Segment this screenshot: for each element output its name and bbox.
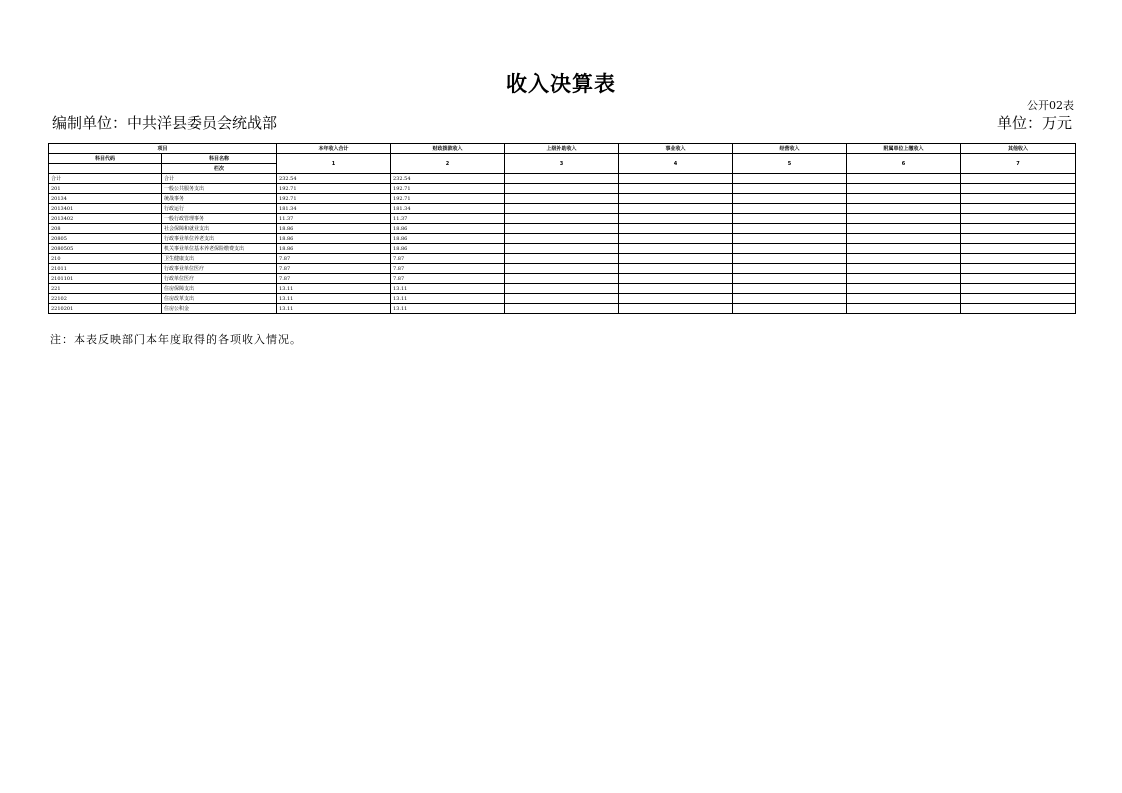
col-number: 6 bbox=[847, 154, 961, 174]
col-number: 7 bbox=[961, 154, 1076, 174]
table-row bbox=[49, 184, 1076, 194]
header-col-operating: 经营收入 bbox=[733, 144, 847, 154]
affiliated-income-cell bbox=[847, 254, 961, 264]
superior-income-cell bbox=[505, 294, 619, 304]
affiliated-income-cell bbox=[847, 284, 961, 294]
operating-income-cell bbox=[733, 284, 847, 294]
header-col-superior: 上级补助收入 bbox=[505, 144, 619, 154]
total-income-cell: 232.54 bbox=[277, 174, 391, 184]
fiscal-income-cell: 232.54 bbox=[391, 174, 505, 184]
subject-name-cell: 社会保障和就业支出 bbox=[162, 224, 277, 234]
header-project: 项目 bbox=[49, 144, 277, 154]
total-income-cell: 11.37 bbox=[277, 214, 391, 224]
subject-code-cell: 2013402 bbox=[49, 214, 162, 224]
superior-income-cell bbox=[505, 194, 619, 204]
subject-code-cell: 208 bbox=[49, 224, 162, 234]
subject-name-cell: 行政事业单位养老支出 bbox=[162, 234, 277, 244]
fiscal-income-cell: 13.11 bbox=[391, 304, 505, 314]
affiliated-income-cell bbox=[847, 224, 961, 234]
fiscal-income-cell: 18.86 bbox=[391, 244, 505, 254]
business-income-cell bbox=[619, 204, 733, 214]
table-row bbox=[49, 274, 1076, 284]
subject-name-cell: 住房改革支出 bbox=[162, 294, 277, 304]
other-income-cell bbox=[961, 224, 1076, 234]
subject-name-cell: 卫生健康支出 bbox=[162, 254, 277, 264]
total-income-cell: 18.86 bbox=[277, 244, 391, 254]
operating-income-cell bbox=[733, 254, 847, 264]
total-income-cell: 7.87 bbox=[277, 254, 391, 264]
affiliated-income-cell bbox=[847, 234, 961, 244]
affiliated-income-cell bbox=[847, 184, 961, 194]
subject-name-cell: 行政运行 bbox=[162, 204, 277, 214]
table-row bbox=[49, 294, 1076, 304]
header-col-other: 其他收入 bbox=[961, 144, 1076, 154]
subject-code-cell: 201 bbox=[49, 184, 162, 194]
table-row bbox=[49, 264, 1076, 274]
fiscal-income-cell: 7.87 bbox=[391, 274, 505, 284]
other-income-cell bbox=[961, 284, 1076, 294]
superior-income-cell bbox=[505, 264, 619, 274]
header-blank bbox=[49, 164, 162, 174]
fiscal-income-cell: 13.11 bbox=[391, 284, 505, 294]
superior-income-cell bbox=[505, 304, 619, 314]
operating-income-cell bbox=[733, 294, 847, 304]
superior-income-cell bbox=[505, 184, 619, 194]
fiscal-income-cell: 181.34 bbox=[391, 204, 505, 214]
fiscal-income-cell: 18.86 bbox=[391, 224, 505, 234]
total-income-cell: 18.86 bbox=[277, 234, 391, 244]
total-income-cell: 13.11 bbox=[277, 304, 391, 314]
affiliated-income-cell bbox=[847, 194, 961, 204]
table-row bbox=[49, 204, 1076, 214]
operating-income-cell bbox=[733, 234, 847, 244]
superior-income-cell bbox=[505, 274, 619, 284]
total-income-cell: 192.71 bbox=[277, 194, 391, 204]
superior-income-cell bbox=[505, 224, 619, 234]
subject-name-cell: 住房保障支出 bbox=[162, 284, 277, 294]
business-income-cell bbox=[619, 264, 733, 274]
other-income-cell bbox=[961, 264, 1076, 274]
header-subject-name: 科目名称 bbox=[162, 154, 277, 164]
other-income-cell bbox=[961, 274, 1076, 284]
col-number: 2 bbox=[391, 154, 505, 174]
subject-code-cell: 2080505 bbox=[49, 244, 162, 254]
subject-code-cell: 210 bbox=[49, 254, 162, 264]
operating-income-cell bbox=[733, 204, 847, 214]
subject-code-cell: 221 bbox=[49, 284, 162, 294]
header-row-index: 栏次 bbox=[162, 164, 277, 174]
business-income-cell bbox=[619, 194, 733, 204]
total-income-cell: 192.71 bbox=[277, 184, 391, 194]
other-income-cell bbox=[961, 204, 1076, 214]
business-income-cell bbox=[619, 214, 733, 224]
affiliated-income-cell bbox=[847, 174, 961, 184]
header-col-total: 本年收入合计 bbox=[277, 144, 391, 154]
header-col-fiscal: 财政拨款收入 bbox=[391, 144, 505, 154]
subject-code-cell: 22102 bbox=[49, 294, 162, 304]
operating-income-cell bbox=[733, 274, 847, 284]
superior-income-cell bbox=[505, 214, 619, 224]
subject-name-cell: 行政事业单位医疗 bbox=[162, 264, 277, 274]
business-income-cell bbox=[619, 174, 733, 184]
affiliated-income-cell bbox=[847, 294, 961, 304]
affiliated-income-cell bbox=[847, 304, 961, 314]
total-income-cell: 13.11 bbox=[277, 284, 391, 294]
total-income-cell: 181.34 bbox=[277, 204, 391, 214]
business-income-cell bbox=[619, 254, 733, 264]
col-number: 1 bbox=[277, 154, 391, 174]
operating-income-cell bbox=[733, 184, 847, 194]
subject-code-cell: 20805 bbox=[49, 234, 162, 244]
fiscal-income-cell: 13.11 bbox=[391, 294, 505, 304]
report-title: 收入决算表 bbox=[506, 72, 616, 96]
operating-income-cell bbox=[733, 244, 847, 254]
subject-name-cell: 统战事务 bbox=[162, 194, 277, 204]
business-income-cell bbox=[619, 284, 733, 294]
income-table bbox=[48, 143, 1076, 314]
business-income-cell bbox=[619, 294, 733, 304]
superior-income-cell bbox=[505, 204, 619, 214]
header-col-business: 事业收入 bbox=[619, 144, 733, 154]
superior-income-cell bbox=[505, 234, 619, 244]
fiscal-income-cell: 18.86 bbox=[391, 234, 505, 244]
other-income-cell bbox=[961, 294, 1076, 304]
affiliated-income-cell bbox=[847, 244, 961, 254]
table-row bbox=[49, 214, 1076, 224]
fiscal-income-cell: 192.71 bbox=[391, 184, 505, 194]
affiliated-income-cell bbox=[847, 274, 961, 284]
subject-code-cell: 2210201 bbox=[49, 304, 162, 314]
subject-code-cell: 21011 bbox=[49, 264, 162, 274]
subject-name-cell: 机关事业单位基本养老保险缴费支出 bbox=[162, 244, 277, 254]
superior-income-cell bbox=[505, 284, 619, 294]
subject-name-cell: 行政单位医疗 bbox=[162, 274, 277, 284]
col-number: 5 bbox=[733, 154, 847, 174]
business-income-cell bbox=[619, 304, 733, 314]
other-income-cell bbox=[961, 214, 1076, 224]
business-income-cell bbox=[619, 224, 733, 234]
header-col-affiliated: 附属单位上缴收入 bbox=[847, 144, 961, 154]
col-number: 4 bbox=[619, 154, 733, 174]
table-row bbox=[49, 254, 1076, 264]
operating-income-cell bbox=[733, 214, 847, 224]
fiscal-income-cell: 7.87 bbox=[391, 254, 505, 264]
header-subject-code: 科目代码 bbox=[49, 154, 162, 164]
business-income-cell bbox=[619, 274, 733, 284]
operating-income-cell bbox=[733, 174, 847, 184]
total-income-cell: 13.11 bbox=[277, 294, 391, 304]
superior-income-cell bbox=[505, 244, 619, 254]
table-row bbox=[49, 244, 1076, 254]
total-income-cell: 7.87 bbox=[277, 274, 391, 284]
subject-name-cell: 一般行政管理事务 bbox=[162, 214, 277, 224]
affiliated-income-cell bbox=[847, 204, 961, 214]
other-income-cell bbox=[961, 244, 1076, 254]
form-code: 公开02表 bbox=[1027, 99, 1074, 112]
subject-code-cell: 合计 bbox=[49, 174, 162, 184]
other-income-cell bbox=[961, 194, 1076, 204]
affiliated-income-cell bbox=[847, 264, 961, 274]
subject-code-cell: 2013401 bbox=[49, 204, 162, 214]
operating-income-cell bbox=[733, 224, 847, 234]
currency-unit: 单位：万元 bbox=[996, 114, 1072, 132]
business-income-cell bbox=[619, 234, 733, 244]
business-income-cell bbox=[619, 244, 733, 254]
col-number: 3 bbox=[505, 154, 619, 174]
subject-code-cell: 2101101 bbox=[49, 274, 162, 284]
operating-income-cell bbox=[733, 194, 847, 204]
fiscal-income-cell: 192.71 bbox=[391, 194, 505, 204]
table-note: 注：本表反映部门本年度取得的各项收入情况。 bbox=[50, 333, 302, 346]
subject-code-cell: 20134 bbox=[49, 194, 162, 204]
other-income-cell bbox=[961, 234, 1076, 244]
table-row bbox=[49, 224, 1076, 234]
fiscal-income-cell: 11.37 bbox=[391, 214, 505, 224]
subject-name-cell: 住房公积金 bbox=[162, 304, 277, 314]
superior-income-cell bbox=[505, 254, 619, 264]
other-income-cell bbox=[961, 184, 1076, 194]
total-income-cell: 7.87 bbox=[277, 264, 391, 274]
table-row bbox=[49, 284, 1076, 294]
compiling-unit: 编制单位：中共洋县委员会统战部 bbox=[52, 114, 278, 132]
subject-name-cell: 合计 bbox=[162, 174, 277, 184]
operating-income-cell bbox=[733, 264, 847, 274]
total-income-cell: 18.86 bbox=[277, 224, 391, 234]
superior-income-cell bbox=[505, 174, 619, 184]
other-income-cell bbox=[961, 254, 1076, 264]
fiscal-income-cell: 7.87 bbox=[391, 264, 505, 274]
subject-name-cell: 一般公共服务支出 bbox=[162, 184, 277, 194]
table-row bbox=[49, 174, 1076, 184]
business-income-cell bbox=[619, 184, 733, 194]
other-income-cell bbox=[961, 304, 1076, 314]
other-income-cell bbox=[961, 174, 1076, 184]
table-row bbox=[49, 194, 1076, 204]
table-row bbox=[49, 234, 1076, 244]
operating-income-cell bbox=[733, 304, 847, 314]
affiliated-income-cell bbox=[847, 214, 961, 224]
table-row bbox=[49, 304, 1076, 314]
